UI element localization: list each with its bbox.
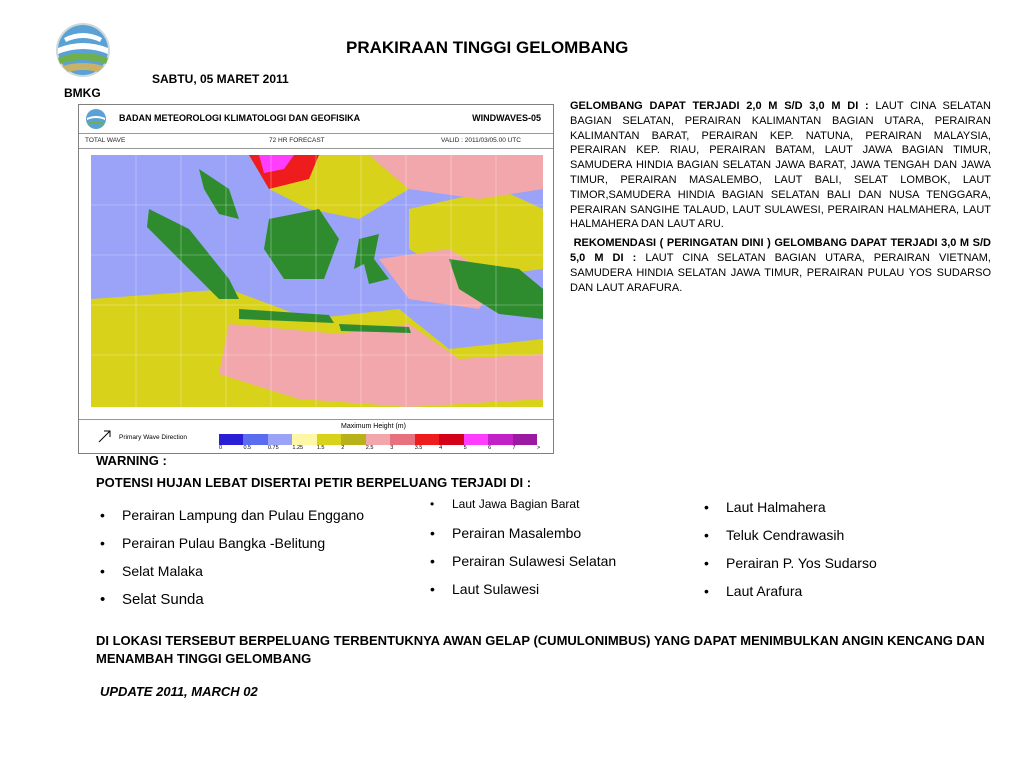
map-forecast: 72 HR FORECAST (269, 137, 325, 144)
warning-subtitle: POTENSI HUJAN LEBAT DISERTAI PETIR BERPELUANG TERJADI DI : (96, 475, 532, 490)
legend-tick-label: 3.5 (414, 445, 423, 451)
map-subheader (79, 134, 553, 149)
legend-tick-label: 2 (341, 445, 345, 451)
list-item: • Teluk Cendrawasih (700, 527, 877, 555)
legend-title: Maximum Height (m) (341, 423, 406, 430)
list-item: • Selat Malaka (96, 563, 364, 591)
list-item: • Laut Arafura (700, 583, 877, 611)
early-warning-areas: LAUT CINA SELATAN BAGIAN UTARA, PERAIRAN VIETNAM, SAMUDERA HINDIA SELATAN JAWA TIMUR, PERAIRAN PULAU YOS SUDARSO DAN LAUT ARAFURA. (570, 251, 991, 294)
legend-swatch (415, 434, 439, 445)
legend-ticks (217, 445, 547, 453)
list-item: • Perairan Masalembo (426, 525, 616, 553)
legend-tick-label: 2.5 (365, 445, 374, 451)
map-org-name: BADAN METEOROLOGI KLIMATOLOGI DAN GEOFISIKA (119, 113, 361, 123)
legend-swatch (464, 434, 488, 445)
legend-tick-label: 1.5 (316, 445, 325, 451)
wave-forecast-lead: GELOMBANG DAPAT TERJADI 2,0 M S/D 3,0 M DI : (570, 100, 869, 112)
wave-forecast-areas: LAUT CINA SELATAN BAGIAN SELATAN, PERAIRAN KALIMANTAN BAGIAN UTARA, PERAIRAN KALIMANTAN BARAT, PERAIRAN KEP. NATUNA, PERAIRAN MALAYSIA, PERAIRAN KEP. RIAU, PERAIRAN BATAM, LAUT JAWA BAGIAN TIMUR, SAMUDERA HINDIA BAGIAN SELATAN JAWA BARAT, JAWA TENGAH DAN JAWA TIMUR, PERAIRAN MASALEMBO, LAUT BALI, SELAT LOMBOK, LAUT TIMOR,SAMUDERA HINDIA BAGIAN SELATAN BALI DAN NUSA TENGGARA, PERAIRAN SANGIHE TALAUD, LAUT SULAWESI, PERAIRAN HALMAHERA, LAUT HALMAHERA DAN LAUT ARU. (570, 100, 991, 231)
legend-swatch (317, 434, 341, 445)
legend-tick-label: 4 (439, 445, 443, 451)
warning-list-2 (426, 497, 616, 609)
warning-title: WARNING : (96, 453, 167, 468)
legend-swatch (439, 434, 463, 445)
map-variable: TOTAL WAVE (85, 137, 126, 144)
closing-statement: DI LOKASI TERSEBUT BERPELUANG TERBENTUKNYA AWAN GELAP (CUMULONIMBUS) YANG DAPAT MENIMBULKAN ANGIN KENCANG DAN MENAMBAH TINGGI GELOMBANG (96, 633, 985, 666)
legend-tick-label: 7 (512, 445, 516, 451)
legend-tick-label: 1.25 (292, 445, 304, 451)
legend-tick-label: 6 (488, 445, 492, 451)
early-warning-lead: REKOMENDASI ( PERINGATAN DINI ) GELOMBANG DAPAT TERJADI 3,0 M S/D 5,0 M DI : (570, 237, 992, 264)
list-item: • Perairan P. Yos Sudarso (700, 555, 877, 583)
update-date: UPDATE 2011, MARCH 02 (100, 684, 258, 699)
list-item: • Laut Sulawesi (426, 581, 616, 609)
list-item: • Selat Sunda (96, 591, 364, 619)
legend-swatch (341, 434, 365, 445)
map-legend (79, 419, 553, 454)
map-header (79, 105, 553, 134)
legend-swatch (513, 434, 537, 445)
map-product-name: WINDWAVES-05 (472, 113, 541, 123)
arrow-icon (97, 428, 113, 444)
legend-swatch (488, 434, 512, 445)
early-warning-paragraph (570, 236, 991, 295)
logo-label: BMKG (64, 86, 101, 100)
legend-tick-label: 3 (390, 445, 394, 451)
wave-forecast-text (570, 99, 991, 299)
list-item: • Laut Halmahera (700, 499, 877, 527)
warning-list-1 (96, 507, 364, 619)
list-item: • Perairan Sulawesi Selatan (426, 553, 616, 581)
legend-arrow-label: Primary Wave Direction (119, 434, 188, 441)
wave-height-map (78, 104, 554, 454)
legend-swatch (219, 434, 243, 445)
map-logo-icon (85, 108, 107, 130)
legend-swatch (243, 434, 267, 445)
list-item: • Laut Jawa Bagian Barat (426, 497, 616, 525)
wave-forecast-paragraph (570, 99, 991, 232)
legend-swatch (268, 434, 292, 445)
list-item: • Perairan Lampung dan Pulau Enggano (96, 507, 364, 535)
legend-tick-label: 0 (219, 445, 223, 451)
page-title: PRAKIRAAN TINGGI GELOMBANG (346, 38, 629, 57)
wave-map-image (79, 149, 553, 419)
map-valid-time: VALID : 2011/03/05.00 UTC (441, 137, 521, 144)
legend-swatch (366, 434, 390, 445)
warning-list-3 (700, 499, 877, 611)
legend-tick-label: 5 (463, 445, 467, 451)
legend-tick-label: 0.5 (243, 445, 252, 451)
list-item: • Perairan Pulau Bangka -Belitung (96, 535, 364, 563)
legend-swatch (292, 434, 316, 445)
legend-color-bar (219, 434, 537, 445)
bmkg-logo (44, 18, 122, 82)
forecast-date: SABTU, 05 MARET 2011 (152, 72, 289, 86)
legend-tick-label: > (537, 445, 541, 451)
legend-tick-label: 0.75 (267, 445, 279, 451)
legend-swatch (390, 434, 414, 445)
